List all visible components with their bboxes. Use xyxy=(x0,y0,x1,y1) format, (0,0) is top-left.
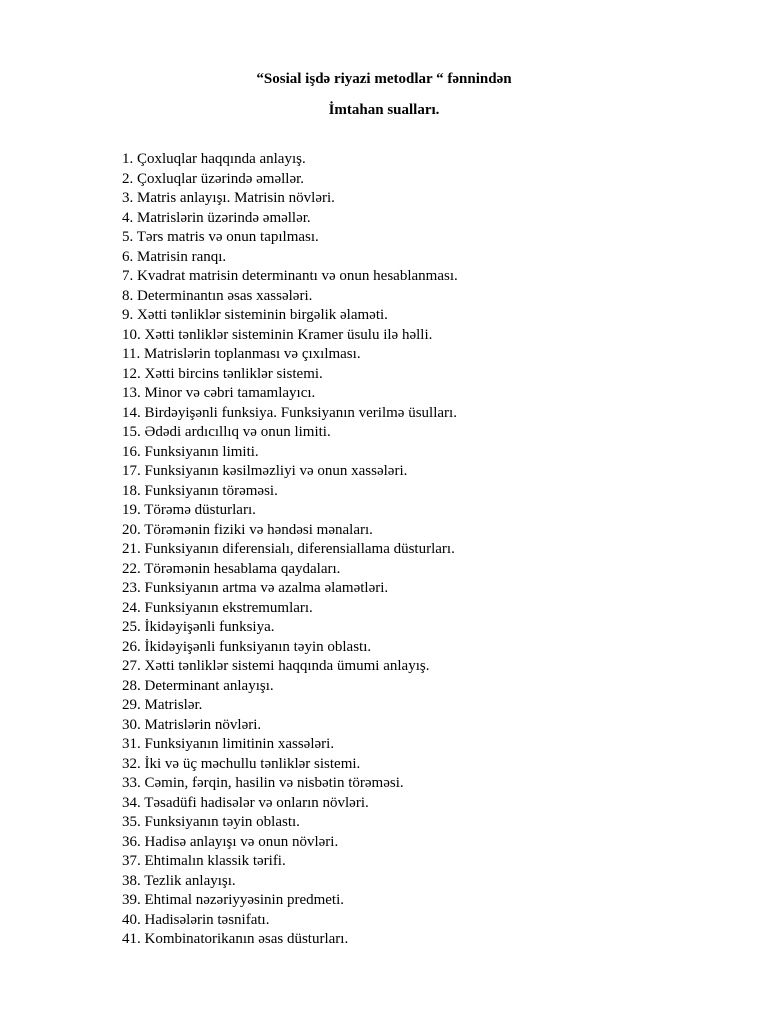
question-item: 38. Tezlik anlayışı. xyxy=(122,872,236,889)
question-item: 7. Kvadrat matrisin determinantı və onun hesablanması. xyxy=(122,268,458,284)
document-title: “Sosial işdə riyazi metodlar “ fənnindən xyxy=(256,71,512,87)
question-item: 13. Minor və cəbri tamamlayıcı. xyxy=(122,385,316,401)
question-item: 25. İkidəyişənli funksiya. xyxy=(122,619,275,635)
question-item: 33. Cəmin, fərqin, hasilin və nisbətin törəməsi. xyxy=(122,775,404,791)
question-item: 23. Funksiyanın artma və azalma əlamətləri. xyxy=(122,580,389,596)
question-item: 31. Funksiyanın limitinin xassələri. xyxy=(122,736,335,752)
question-item: 24. Funksiyanın ekstremumları. xyxy=(122,599,313,616)
question-item: 19. Törəmə düsturları. xyxy=(122,502,256,518)
question-item: 3. Matris anlayışı. Matrisin növləri. xyxy=(122,190,335,206)
question-item: 12. Xətti bircins tənliklər sistemi. xyxy=(122,365,323,382)
document-subtitle: İmtahan sualları. xyxy=(328,102,440,118)
question-item: 11. Matrislərin toplanması və çıxılması. xyxy=(122,346,361,362)
question-item: 17. Funksiyanın kəsilməzliyi və onun xassələri. xyxy=(122,463,408,479)
question-list xyxy=(122,150,458,950)
question-item: 9. Xətti tənliklər sisteminin birgəlik əlaməti. xyxy=(122,307,388,323)
question-item: 29. Matrislər. xyxy=(122,697,203,713)
question-item: 36. Hadisə anlayışı və onun növləri. xyxy=(122,833,339,850)
question-item: 35. Funksiyanın təyin oblastı. xyxy=(122,814,300,830)
question-item: 21. Funksiyanın diferensialı, diferensiallama düsturları. xyxy=(122,541,455,557)
question-item: 41. Kombinatorikanın əsas düsturları. xyxy=(122,931,349,947)
question-item: 22. Törəmənin hesablama qaydaları. xyxy=(122,560,341,577)
question-item: 16. Funksiyanın limiti. xyxy=(122,443,259,460)
question-item: 8. Determinantın əsas xassələri. xyxy=(122,287,313,304)
question-item: 10. Xətti tənliklər sisteminin Kramer üsulu ilə həlli. xyxy=(122,326,433,343)
question-item: 27. Xətti tənliklər sistemi haqqında ümumi anlayış. xyxy=(122,658,430,674)
question-item: 20. Törəmənin fiziki və həndəsi mənaları. xyxy=(122,521,373,538)
question-item: 30. Matrislərin növləri. xyxy=(122,716,262,733)
question-item: 18. Funksiyanın törəməsi. xyxy=(122,482,278,499)
question-item: 28. Determinant anlayışı. xyxy=(122,677,274,694)
question-item: 26. İkidəyişənli funksiyanın təyin oblastı. xyxy=(122,638,372,655)
question-item: 34. Təsadüfi hadisələr və onların növləri. xyxy=(122,794,369,811)
question-item: 6. Matrisin ranqı. xyxy=(122,248,227,265)
question-item: 5. Tərs matris və onun tapılması. xyxy=(122,229,319,245)
question-item: 39. Ehtimal nəzəriyyəsinin predmeti. xyxy=(122,892,345,908)
question-item: 40. Hadisələrin təsnifatı. xyxy=(122,911,270,928)
question-item: 32. İki və üç məchullu tənliklər sistemi. xyxy=(122,755,361,772)
question-item: 37. Ehtimalın klassik tərifi. xyxy=(122,853,286,869)
question-item: 14. Birdəyişənli funksiya. Funksiyanın verilmə üsulları. xyxy=(122,404,457,421)
question-item: 2. Çoxluqlar üzərində əməllər. xyxy=(122,170,305,187)
question-item: 4. Matrislərin üzərində əməllər. xyxy=(122,209,311,226)
question-item: 1. Çoxluqlar haqqında anlayış. xyxy=(122,151,306,167)
question-item: 15. Ədədi ardıcıllıq və onun limiti. xyxy=(122,424,331,440)
